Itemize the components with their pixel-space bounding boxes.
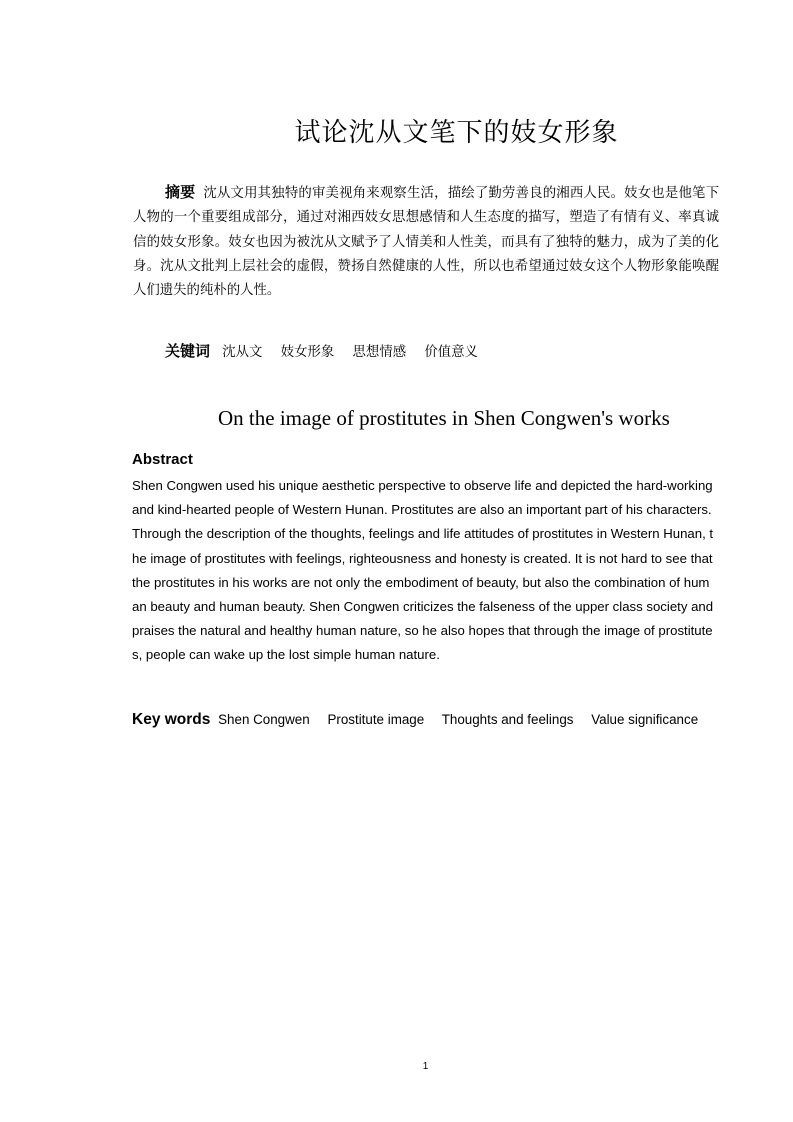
chinese-keywords-label: 关键词 [165, 342, 211, 360]
english-keyword: Value significance [591, 712, 699, 727]
chinese-abstract [133, 180, 719, 303]
chinese-keyword: 思想情感 [352, 345, 407, 360]
page-number: 1 [422, 1061, 429, 1072]
english-abstract-text: Shen Congwen used his unique aesthetic perspective to observe life and depicted the hard-working and kind-hearted people of Western Hunan. Prostitutes are also an important part of his characters. Through the description of the thoughts, feelings and life attitudes of prostitutes in Western Hunan, the image of prostitutes with feelings, righteousness and honesty is created. It is not hard to see that the prostitutes in his works are not only the embodiment of beauty, but also the combination of human beauty and human beauty. Shen Congwen criticizes the falseness of the upper class society and praises the natural and healthy human nature, so he also hopes that through the image of prostitutes, people can wake up the lost simple human nature. [132, 478, 714, 663]
chinese-keyword: 妓女形象 [280, 345, 335, 360]
english-keyword: Prostitute image [327, 712, 425, 727]
chinese-abstract-label: 摘要 [165, 183, 196, 201]
english-keyword: Thoughts and feelings [441, 712, 574, 727]
english-abstract-label: Abstract [132, 451, 193, 468]
english-keyword: Shen Congwen [218, 712, 310, 727]
chinese-keywords [165, 340, 492, 361]
english-title: On the image of prostitutes in Shen Congwen's works [218, 406, 670, 430]
english-keywords-label: Key words [132, 711, 211, 728]
chinese-abstract-text: 沈从文用其独特的审美视角来观察生活，描绘了勤劳善良的湘西人民。妓女也是他笔下人物的一个重要组成部分，通过对湘西妓女思想感情和人生态度的描写，塑造了有情有义、率真诚信的妓女形象。妓女也因为被沈从文赋予了人情美和人性美，而具有了独特的魅力，成为了美的化身。沈从文批判上层社会的虚假，赞扬自然健康的人性，所以也希望通过妓女这个人物形象能唤醒人们遗失的纯朴的人性。 [133, 186, 719, 299]
chinese-keyword: 沈从文 [222, 345, 263, 360]
english-keywords [132, 711, 712, 729]
chinese-keyword: 价值意义 [424, 345, 478, 360]
chinese-title: 试论沈从文笔下的妓女形象 [294, 118, 619, 148]
